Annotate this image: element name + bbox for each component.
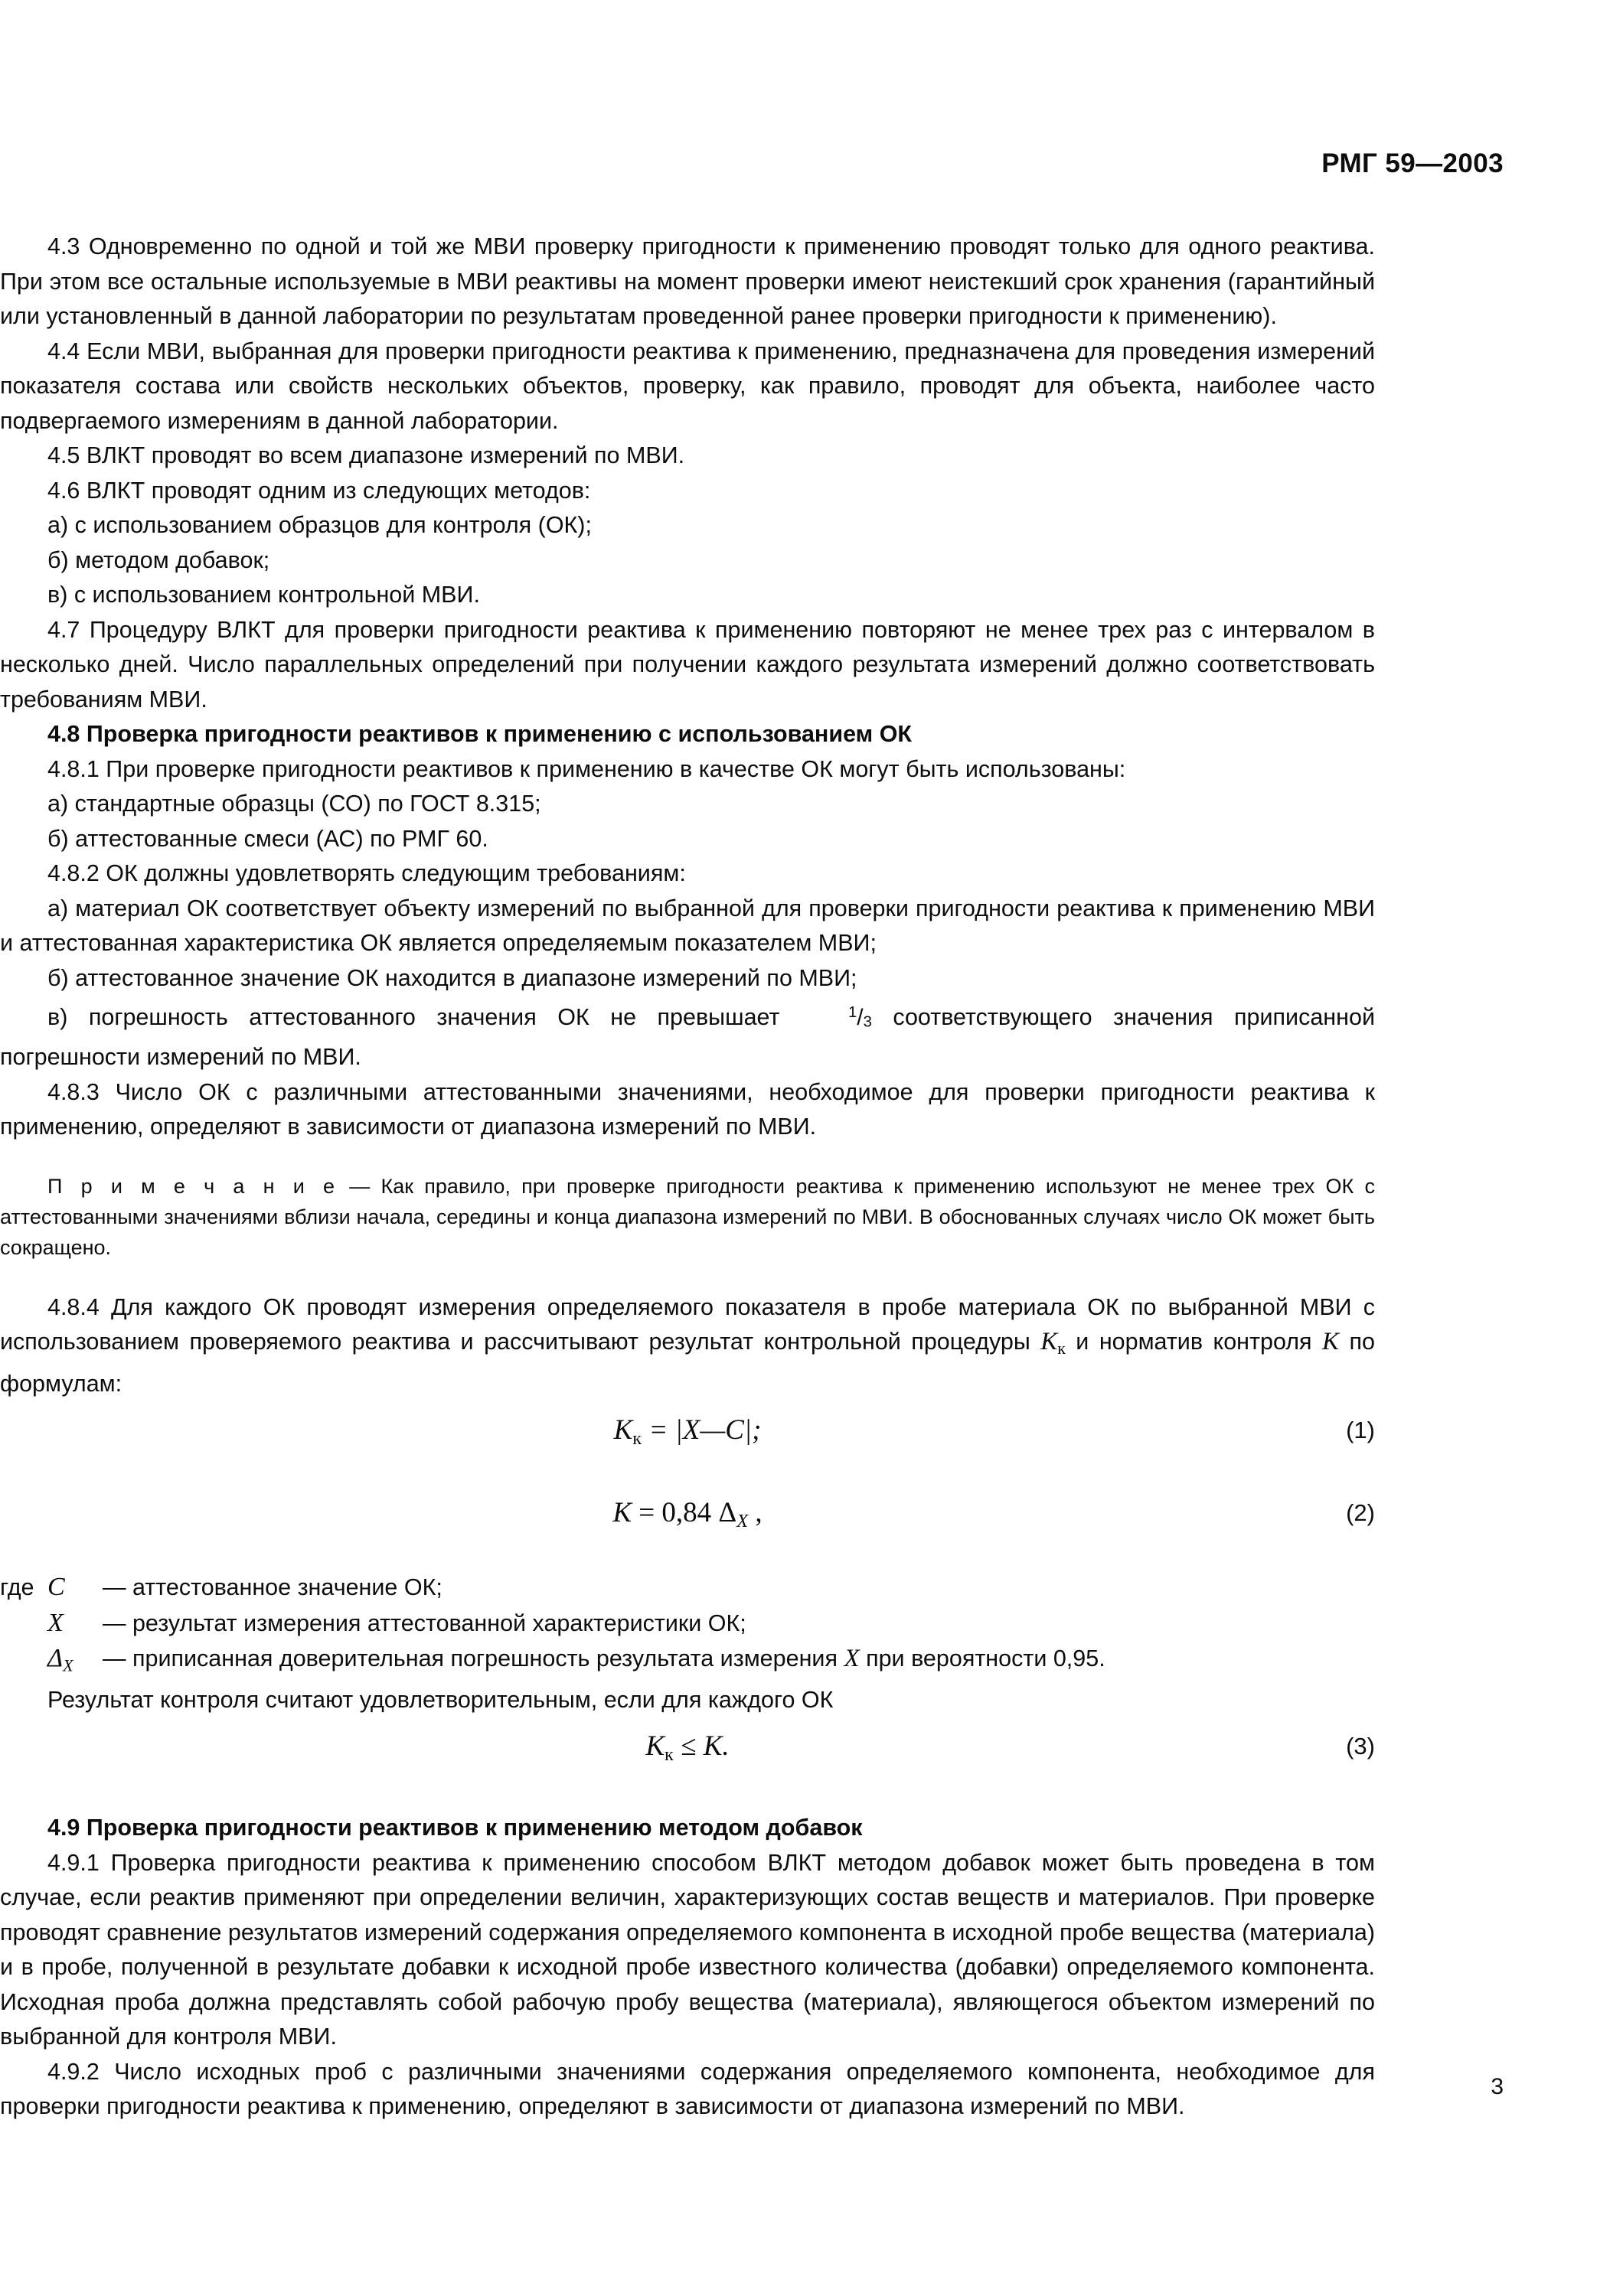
spacer-above-note xyxy=(0,1145,1375,1171)
definition-symbol-x: X xyxy=(47,1608,64,1637)
definition-text-x: — результат измерения аттестованной характеристики ОК; xyxy=(103,1609,746,1636)
definition-text-delta-pre: — приписанная доверительная погрешность результата измерения xyxy=(103,1645,844,1672)
definitions-closing-sentence: Результат контроля считают удовлетворительным, если для каждого ОК xyxy=(47,1686,834,1713)
definitions-lead-word: где xyxy=(0,1574,34,1601)
definition-symbol-delta-subscript: X xyxy=(62,1655,73,1675)
clause-4-8-2-item-v-text-pre: в) погрешность аттестованного значения ОК не превышает xyxy=(47,1004,801,1031)
formula-2-number: (2) xyxy=(1346,1499,1375,1527)
clause-4-8-1-item-b: б) аттестованные смеси (АС) по РМГ 60. xyxy=(47,825,488,852)
fraction-numerator: 1 xyxy=(847,1004,857,1021)
formula-3-expression xyxy=(645,1730,729,1766)
formula-3-rhs: ≤ K. xyxy=(673,1730,730,1763)
clause-4-8-4 xyxy=(0,1290,1375,1402)
clause-4-8-heading: 4.8 Проверка пригодности реактивов к применению с использованием ОК xyxy=(47,721,913,747)
clause-4-9-heading: 4.9 Проверка пригодности реактивов к применению методом добавок xyxy=(47,1815,863,1841)
formula-2-rhs: = 0,84 Δ xyxy=(632,1497,737,1529)
formula-3-number: (3) xyxy=(1346,1733,1375,1760)
clause-4-4: 4.4 Если МВИ, выбранная для проверки пригодности реактива к применению, предназначена для проведения измерений показателя состава или свойств нескольких объектов, проверку, как правило, проводят для объекта, наиболее часто подвергаемого измерениям в данной лаборатории. xyxy=(0,338,1375,434)
formula-2-rhs-subscript: X xyxy=(736,1511,749,1532)
formula-3-lhs-subscript: к xyxy=(665,1744,674,1766)
formula-1-rhs: = |X—C|; xyxy=(642,1414,762,1446)
definition-text-c: — аттестованное значение ОК; xyxy=(103,1574,442,1601)
clause-4-5: 4.5 ВЛКТ проводят во всем диапазоне измерений по МВИ. xyxy=(47,442,685,468)
clause-4-8-2-item-b: б) аттестованное значение ОК находится в диапазоне измерений по МВИ; xyxy=(47,964,857,991)
clause-4-6: 4.6 ВЛКТ проводят одним из следующих методов: xyxy=(47,477,591,504)
formula-2-rhs-tail: , xyxy=(748,1497,763,1529)
clause-4-6-item-v: в) с использованием контрольной МВИ. xyxy=(47,582,480,608)
clause-4-3: 4.3 Одновременно по одной и той же МВИ проверку пригодности к применению проводят только для одного реактива. При этом все остальные используемые в МВИ реактивы на момент проверки имеют неистекший срок хранения (гарантийный или установленный в данной лаборатории по результатам проведенной ранее проверки пригодности к применению). xyxy=(0,233,1375,329)
symbol-k-subscript: к xyxy=(1057,1339,1066,1358)
formula-2-expression xyxy=(612,1496,762,1532)
formula-3-row xyxy=(0,1717,1375,1811)
clause-4-7: 4.7 Процедуру ВЛКТ для проверки пригодности реактива к применению повторяют не менее трех раз с интервалом в несколько дней. Число параллельных определений при получении каждого результата измерений должно соответствовать требованиям МВИ. xyxy=(0,616,1375,713)
definition-symbol-c: C xyxy=(47,1573,65,1602)
formula-2-lhs: K xyxy=(612,1497,632,1529)
definition-symbol-delta: Δ xyxy=(47,1644,63,1673)
formula-2-row xyxy=(0,1484,1375,1570)
clause-4-6-item-b: б) методом добавок; xyxy=(47,546,270,573)
formula-1-lhs-subscript: к xyxy=(632,1428,642,1450)
document-body xyxy=(0,230,1375,2125)
definition-inline-symbol-x: X xyxy=(844,1645,860,1673)
formula-1-lhs: K xyxy=(613,1414,633,1446)
definition-symbol-delta-x xyxy=(47,1641,103,1683)
clause-4-8-2: 4.8.2 ОК должны удовлетворять следующим требованиям: xyxy=(47,860,686,886)
definition-row-c xyxy=(0,1570,1375,1606)
clause-4-8-2-item-v xyxy=(0,996,1375,1075)
fraction-denominator: 3 xyxy=(863,1013,872,1031)
clause-4-8-4-text-2: и норматив контроля xyxy=(1065,1329,1323,1355)
spacer-below-note xyxy=(0,1263,1375,1290)
clause-4-8-4-text-1: 4.8.4 Для каждого ОК проводят измерения определяемого показателя в пробе материала ОК по выбранной МВИ с использованием проверяемого реактива и рассчитывают результат контрольной процедуры xyxy=(0,1293,1375,1355)
clause-4-8-1-item-a: а) стандартные образцы (СО) по ГОСТ 8.315; xyxy=(47,791,541,817)
clause-4-8-4-text-3: по формулам: xyxy=(0,1329,1375,1397)
clause-4-8-2-item-a: а) материал ОК соответствует объекту измерений по выбранной для проверки пригодности реактива к применению МВИ и аттестованная характеристика ОК является определяемым показателем МВИ; xyxy=(0,895,1375,956)
formula-1-row xyxy=(0,1401,1375,1484)
note-block xyxy=(0,1171,1375,1263)
page-number: 3 xyxy=(1491,2074,1504,2099)
note-label: П р и м е ч а н и е xyxy=(47,1174,339,1198)
formula-1-expression xyxy=(614,1414,762,1450)
definition-text-delta-post: при вероятности 0,95. xyxy=(859,1645,1105,1672)
one-third-fraction: $^1/_3$ xyxy=(847,1004,872,1031)
clause-4-9-2: 4.9.2 Число исходных проб с различными значениями содержания определяемого компонента, необходимое для проверки пригодности реактива к применению, определяют в зависимости от диапазона измерений по МВИ. xyxy=(0,2058,1375,2120)
symbol-kk-inline xyxy=(1040,1328,1066,1358)
formula-3-lhs: K xyxy=(645,1730,665,1763)
definition-row-x xyxy=(0,1606,1375,1642)
formula-1-number: (1) xyxy=(1346,1417,1375,1444)
clause-4-8-3: 4.8.3 Число ОК с различными аттестованными значениями, необходимое для проверки пригодности реактива к применению, определяют в зависимости от диапазона измерений по МВИ. xyxy=(0,1078,1375,1140)
definition-row-delta-x xyxy=(0,1641,1375,1683)
clause-4-8-1: 4.8.1 При проверке пригодности реактивов к применению в качестве ОК могут быть использованы: xyxy=(47,755,1126,782)
symbol-k-inline: K xyxy=(1322,1328,1340,1356)
symbol-definitions-list xyxy=(0,1570,1375,1683)
clause-4-6-item-a: а) с использованием образцов для контроля (ОК); xyxy=(47,512,592,538)
clause-4-8-2-item-v-text-post: соответствующего значения приписанной погрешности измерений по МВИ. xyxy=(0,1004,1375,1071)
clause-4-9-1: 4.9.1 Проверка пригодности реактива к применению способом ВЛКТ методом добавок может быть проведена в том случае, если реактив применяют при определении величин, характеризующих состав веществ и материалов. При проверке проводят сравнение результатов измерений содержания определяемого компонента в исходной пробе вещества (материала) и в пробе, полученной в результате добавки к исходной пробе известного количества (добавки) определяемого компонента. Исходная проба должна представлять собой рабочую пробу вещества (материала), являющегося объектом измерений по выбранной для контроля МВИ. xyxy=(0,1849,1375,2050)
note-text: — Как правило, при проверке пригодности реактива к применению используют не менее трех ОК с аттестованными значениями вблизи начала, середины и конца диапазона измерений по МВИ. В обоснованных случаях число ОК может быть сокращено. xyxy=(0,1174,1375,1259)
document-running-header: РМГ 59—2003 xyxy=(1321,148,1504,178)
symbol-k: K xyxy=(1040,1328,1058,1356)
